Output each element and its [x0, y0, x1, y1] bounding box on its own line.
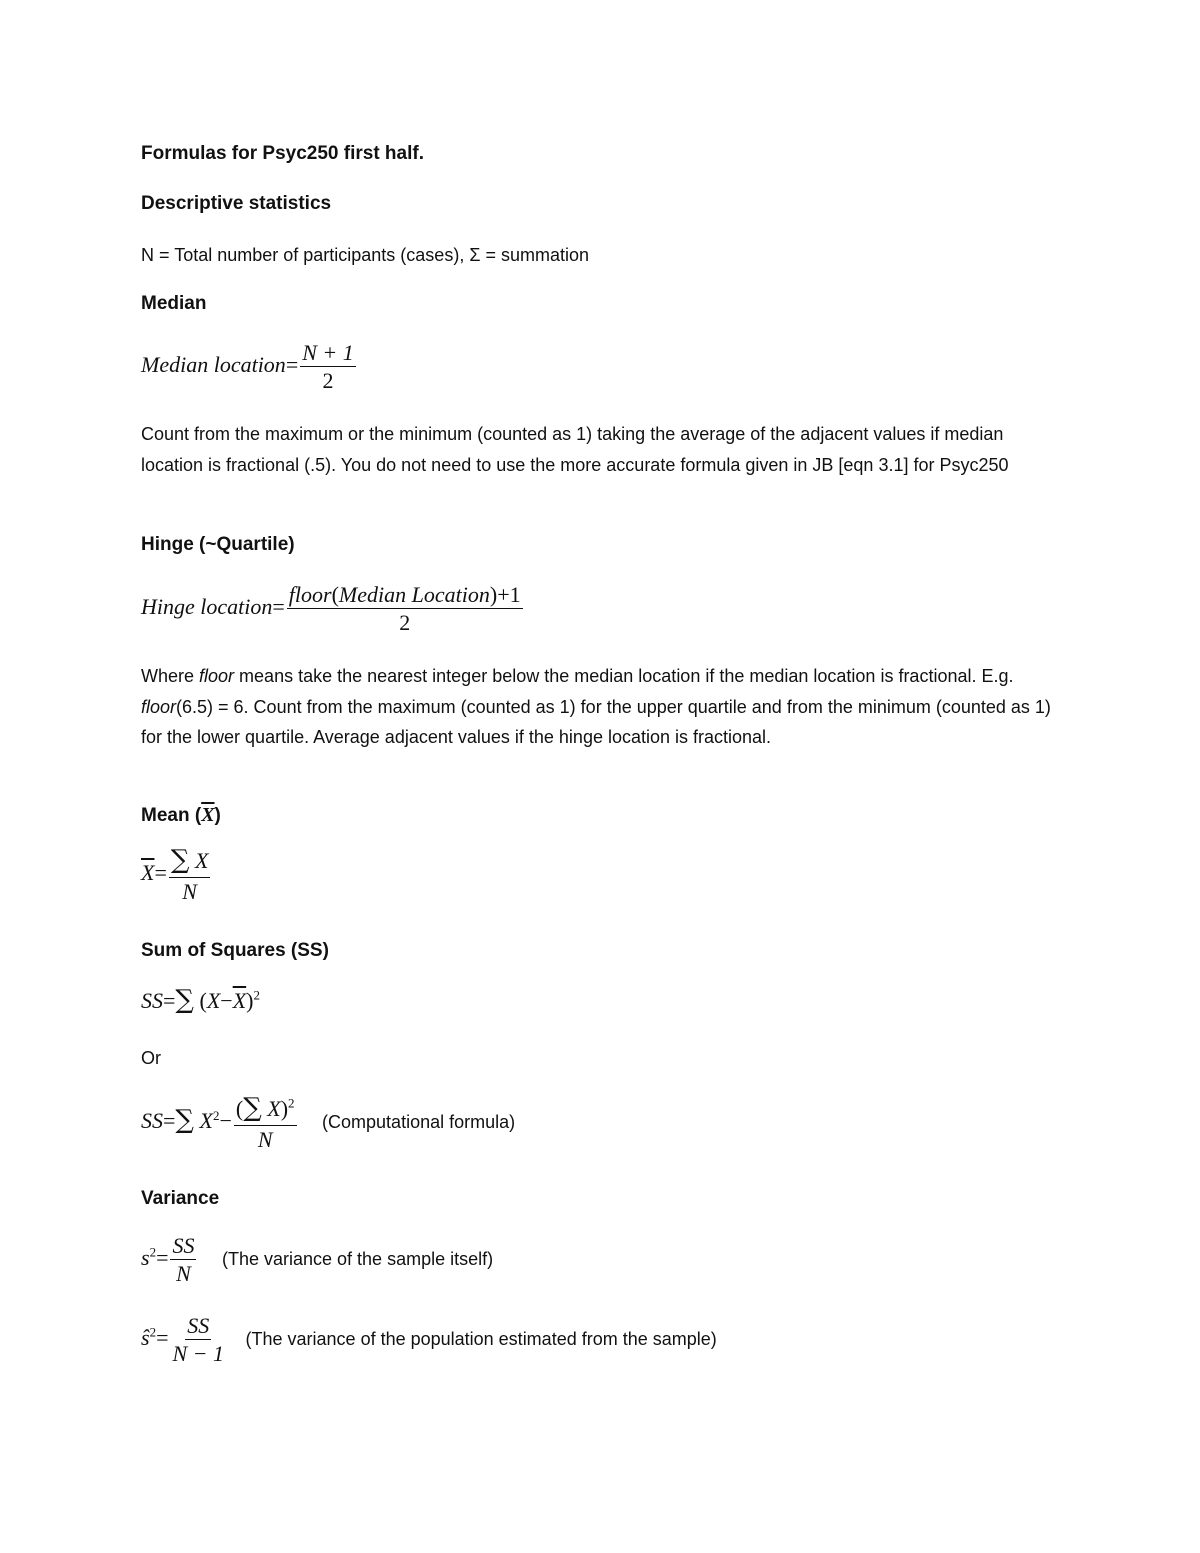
variance-sample-fraction — [170, 1233, 196, 1287]
mean-fraction — [169, 846, 211, 904]
hinge-formula: Hinge location= $\frac{\text{floor(Median Location)+1}}{2}$ — [141, 582, 521, 636]
hinge-tail: +1 — [497, 582, 521, 607]
variance-population-note: (The variance of the population estimated from the sample) — [245, 1328, 717, 1349]
variance-sample-denominator: N — [176, 1261, 191, 1287]
median-heading: Median — [141, 293, 207, 314]
ss-comp-lhs: SS — [141, 1108, 163, 1134]
mean-numerator — [169, 846, 211, 878]
hinge-text-1: Where — [141, 666, 200, 686]
median-formula-lhs: Median location — [141, 351, 286, 377]
descriptive-definition: N = Total number of participants (cases), Σ = summation — [141, 245, 589, 265]
hinge-arg: Median Location — [338, 582, 490, 607]
hinge-numerator: floor(Median Location)+1 — [287, 582, 523, 609]
variance-sample-numerator: SS — [170, 1233, 196, 1260]
hinge-explanation — [141, 661, 1061, 753]
median-numerator: N + 1 — [300, 340, 356, 367]
variance-population-denominator: N − 1 — [172, 1341, 225, 1367]
mean-heading-symbol: $\overline{X}$ — [201, 804, 215, 826]
variance-formula-population: $ŝ^2=$ $\frac{SS}{N - 1}$ (The variance of the population estimated from the sample) — [141, 1313, 717, 1367]
variance-formula-sample: $s^2=$ $\frac{SS}{N}$ (The variance of the sample itself) — [141, 1233, 494, 1287]
ss-comp-numerator: (∑ X)$^2$ — [234, 1094, 297, 1126]
hinge-formula-lhs: Hinge location — [141, 593, 273, 619]
ss-power: 2 — [253, 987, 260, 1003]
mean-heading — [141, 804, 221, 827]
mean-heading-prefix: Mean ( — [141, 805, 202, 826]
sigma-symbol: ∑ — [175, 985, 194, 1015]
hinge-fraction — [287, 582, 523, 636]
hinge-heading: Hinge (~Quartile) — [141, 534, 295, 555]
mean-denominator: N — [182, 878, 197, 904]
mean-num-var: X — [194, 848, 209, 873]
variance-population-fraction — [170, 1313, 226, 1367]
variance-s: s — [141, 1244, 150, 1270]
variance-s-power: 2 — [149, 1244, 157, 1260]
hinge-text-3: (6.5) = 6. Count from the maximum (counted as 1) for the upper quartile and from the minimum (counted as 1) for the lower quartile. Average adjacent values if the hinge location is fractional. — [141, 696, 1051, 747]
hinge-text-floor2: floor — [141, 696, 177, 717]
median-denominator: 2 — [322, 368, 334, 394]
variance-s-hat: ŝ — [141, 1324, 150, 1350]
mean-heading-suffix: ) — [214, 805, 221, 826]
ss-comp-denominator: N — [257, 1126, 273, 1152]
variance-heading: Variance — [141, 1188, 220, 1209]
floor-function: floor — [288, 582, 332, 607]
median-fraction — [300, 340, 356, 394]
median-formula: Median location= $\frac{N + 1}{2}$ — [141, 340, 354, 394]
ss-comp-x-power: 2 — [212, 1107, 220, 1123]
sigma-symbol: ∑ — [243, 1093, 262, 1123]
hinge-text-floor: floor — [199, 666, 235, 686]
ss-comp-num-var: X — [267, 1096, 281, 1121]
ss-comp-num-power: 2 — [288, 1095, 295, 1111]
mean-formula: $\overline{X}=$ $\frac{\sum X}{N}$ — [141, 845, 209, 904]
variance-population-numerator: SS — [185, 1313, 211, 1340]
ss-mean: $\overline{X}$ — [232, 988, 247, 1013]
sigma-symbol: ∑ — [175, 1105, 194, 1136]
mean-lhs: $\overline{X}$ — [141, 860, 155, 886]
median-explanation: Count from the maximum or the minimum (counted as 1) taking the average of the adjacent values if median location is fractional (.5). You do not need to use the more accurate formula given in JB [eqn 3.1] for Psyc250 — [141, 424, 1009, 475]
page-title: Formulas for Psyc250 first half. — [141, 143, 424, 164]
ss-comp-x: X — [199, 1108, 213, 1134]
ss-computational-formula: SS=∑ $X^2-$ $\frac{(\sum X)^2}{N}$ (Computational formula) — [141, 1093, 516, 1152]
computational-note: (Computational formula) — [322, 1112, 516, 1133]
variance-s-hat-power: 2 — [149, 1324, 157, 1340]
or-text: Or — [141, 1048, 161, 1068]
variance-sample-note: (The variance of the sample itself) — [221, 1248, 494, 1269]
ss-comp-fraction — [234, 1094, 297, 1152]
ss-term: X — [206, 988, 221, 1013]
ss-minus: − — [220, 988, 233, 1013]
ss-formula: SS=∑ $(X-\overline{X})^2$ — [141, 985, 260, 1015]
sigma-symbol: ∑ — [170, 845, 190, 875]
descriptive-heading: Descriptive statistics — [141, 193, 332, 214]
hinge-text-2: means take the nearest integer below the median location if the median location is fractional. E.g. — [234, 666, 1014, 686]
hinge-denominator: 2 — [399, 610, 411, 636]
ss-lhs: SS — [141, 988, 163, 1013]
ss-heading: Sum of Squares (SS) — [141, 940, 329, 961]
